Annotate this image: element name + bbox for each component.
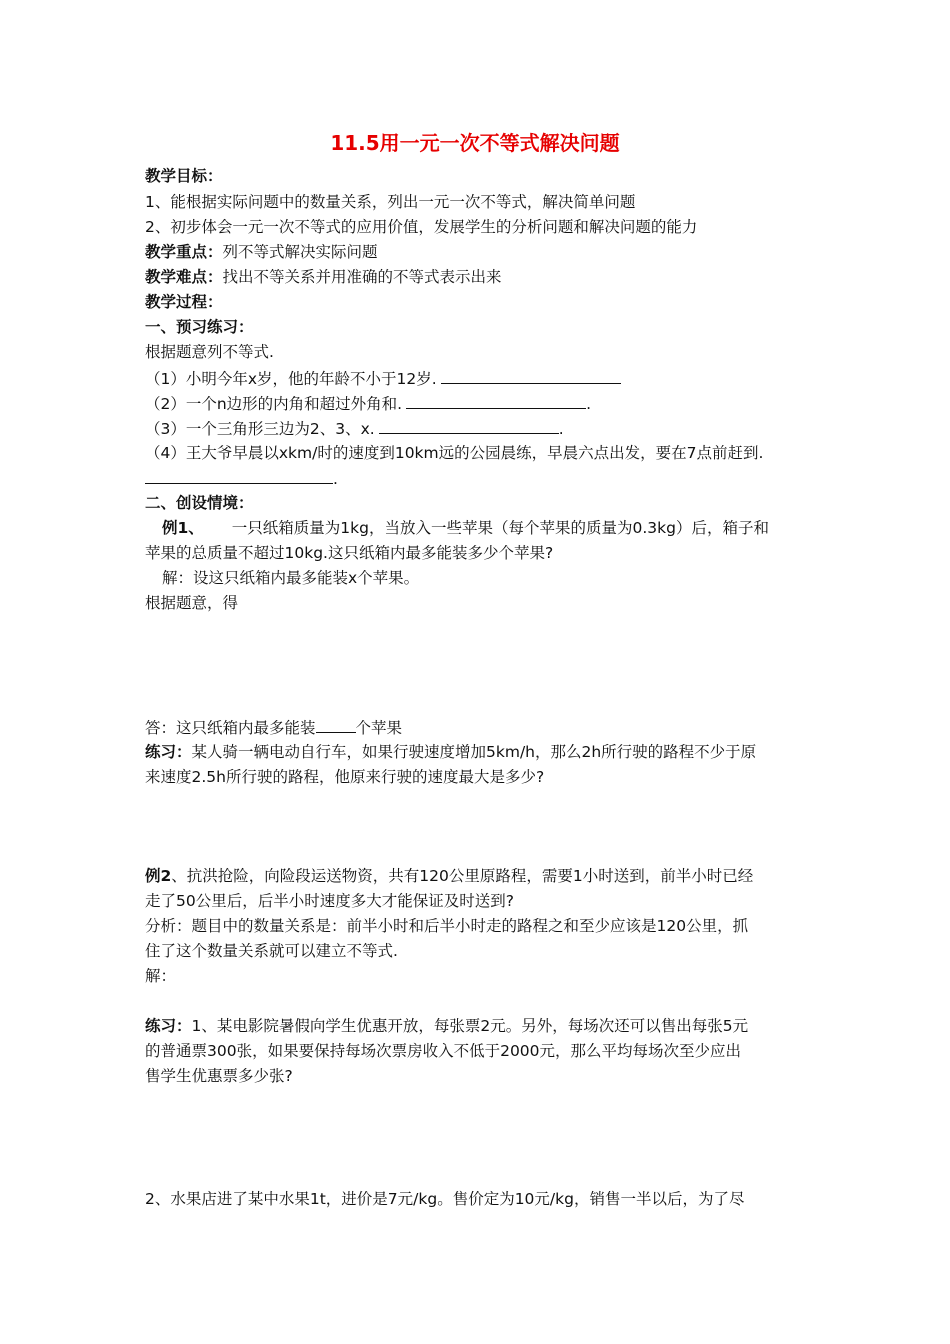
answer-suffix: 个苹果 [355, 719, 403, 737]
practice3-line1: 2、水果店进了某中水果1t，进价是7元/kg。售价定为10元/kg，销售一半以后，为了尽 [145, 1190, 745, 1208]
preview-item-4-answer [145, 468, 338, 489]
answer-blank [316, 717, 356, 733]
practice2-line3: 售学生优惠票多少张? [145, 1067, 293, 1085]
difficulty-text: 找出不等关系并用准确的不等式表示出来 [222, 268, 502, 286]
example2-label: 例2 [145, 867, 172, 885]
process-heading: 教学过程： [145, 293, 223, 311]
situation-heading: 二、创设情境： [145, 494, 254, 512]
preview-item-2 [145, 393, 591, 414]
goals-heading: 教学目标： [145, 167, 223, 185]
preview-item-2-text: （2）一个n边形的内角和超过外角和. [145, 395, 403, 413]
preview-intro: 根据题意列不等式. [145, 343, 274, 361]
preview-item-3 [145, 418, 564, 439]
practice2-text: 1、某电影院暑假向学生优惠开放，每张票2元。另外，每场次还可以售出每张5元 [191, 1017, 749, 1035]
example1-line2: 苹果的总质量不超过10kg.这只纸箱内最多能装多少个苹果? [145, 544, 554, 562]
example2-solution: 解： [145, 967, 177, 985]
answer-blank [145, 468, 333, 484]
practice1-line2: 来速度2.5h所行驶的路程，他原来行驶的速度最大是多少? [145, 768, 545, 786]
answer-prefix: 答：这只纸箱内最多能装 [145, 719, 316, 737]
practice2-label: 练习： [145, 1017, 192, 1035]
example1-according: 根据题意，得 [145, 594, 239, 612]
preview-heading: 一、预习练习： [145, 318, 254, 336]
practice2-line1 [145, 1016, 748, 1036]
practice1-label: 练习： [145, 743, 192, 761]
key-point-label: 教学重点： [145, 243, 223, 261]
answer-blank [441, 368, 621, 384]
example2-line2: 走了50公里后，后半小时速度多大才能保证及时送到? [145, 892, 514, 910]
example1-solution: 解：设这只纸箱内最多能装x个苹果。 [162, 569, 420, 587]
practice2-line2: 的普通票300张，如果要保持每场次票房收入不低于2000元，那么平均每场次至少应出 [145, 1042, 742, 1060]
example2-analysis-line2: 住了这个数量关系就可以建立不等式. [145, 942, 398, 960]
example2-analysis-line1: 分析：题目中的数量关系是：前半小时和后半小时走的路程之和至少应该是120公里，抓 [145, 917, 749, 935]
example1-line1 [162, 518, 769, 538]
document-title: 11.5用一元一次不等式解决问题 [330, 131, 620, 155]
example2-line1 [145, 866, 753, 886]
key-point [145, 242, 378, 262]
practice1-text: 某人骑一辆电动自行车，如果行驶速度增加5km/h，那么2h所行驶的路程不少于原 [191, 743, 757, 761]
period-mark: . [586, 395, 592, 413]
preview-item-4: （4）王大爷早晨以xkm/时的速度到10km远的公园晨练，早晨六点出发，要在7点前赶到. [145, 444, 764, 462]
practice1-line1 [145, 742, 756, 762]
preview-item-1 [145, 368, 621, 389]
difficulty-label: 教学难点： [145, 268, 223, 286]
key-point-text: 列不等式解决实际问题 [222, 243, 378, 261]
example2-text: 、抗洪抢险，向险段运送物资，共有120公里原路程，需要1小时送到，前半小时已经 [171, 867, 754, 885]
example1-label: 例1、 [162, 519, 204, 537]
example1-text: 一只纸箱质量为1kg，当放入一些苹果（每个苹果的质量为0.3kg）后，箱子和 [231, 519, 769, 537]
period-mark: . [333, 470, 338, 488]
answer-blank [406, 393, 586, 409]
preview-item-3-text: （3）一个三角形三边为2、3、x. [145, 420, 375, 438]
preview-item-1-text: （1）小明今年x岁，他的年龄不小于12岁. [145, 370, 437, 388]
period-mark: . [558, 420, 564, 438]
difficulty [145, 267, 502, 287]
example1-answer [145, 717, 402, 738]
goal-item-1: 1、能根据实际问题中的数量关系，列出一元一次不等式，解决简单问题 [145, 193, 636, 211]
goal-item-2: 2、初步体会一元一次不等式的应用价值，发展学生的分析问题和解决问题的能力 [145, 218, 698, 236]
answer-blank [379, 418, 559, 434]
